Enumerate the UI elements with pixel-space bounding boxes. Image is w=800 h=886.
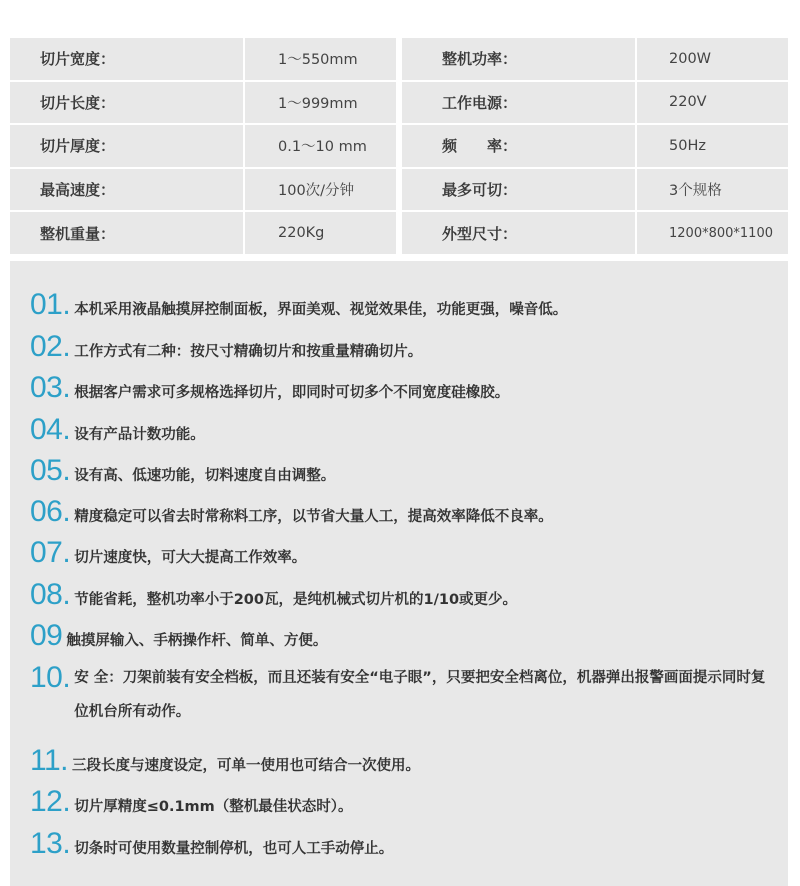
feature-item — [30, 827, 778, 864]
feature-number: 09 — [30, 619, 63, 652]
spec-label: 工作电源： — [402, 82, 635, 124]
feature-number: 11. — [30, 744, 68, 777]
spec-table-right — [402, 38, 788, 254]
feature-text: 工作方式有二种：按尺寸精确切片和按重量精确切片。 — [74, 344, 423, 360]
feature-number: 06. — [30, 495, 71, 528]
feature-text: 触摸屏输入、手柄操作杆、简单、方便。 — [66, 633, 328, 649]
spec-row — [10, 212, 396, 254]
spec-table-left — [10, 38, 396, 254]
feature-item — [30, 330, 778, 367]
spec-label: 切片长度： — [10, 82, 243, 124]
feature-item — [30, 785, 778, 822]
feature-item — [30, 578, 778, 615]
feature-list — [10, 261, 788, 886]
spec-value: 50Hz — [637, 125, 788, 167]
spec-row — [10, 82, 396, 124]
feature-number: 04. — [30, 413, 71, 446]
feature-text: 三段长度与速度设定，可单一使用也可结合一次使用。 — [71, 758, 420, 774]
spec-label: 整机重量： — [10, 212, 243, 254]
feature-item — [30, 454, 778, 491]
spec-label: 外型尺寸： — [402, 212, 635, 254]
feature-number: 13. — [30, 827, 71, 860]
spec-row — [402, 38, 788, 80]
spec-value: 220V — [637, 82, 788, 124]
feature-text: 设有高、低速功能，切料速度自由调整。 — [74, 468, 336, 484]
spec-label: 切片宽度： — [10, 38, 243, 80]
spec-row — [402, 125, 788, 167]
spec-value: 3个规格 — [637, 169, 788, 211]
feature-text: 设有产品计数功能。 — [74, 427, 205, 443]
feature-item — [30, 536, 778, 573]
feature-text: 节能省耗，整机功率小于200瓦，是纯机械式切片机的1/10或更少。 — [74, 592, 518, 608]
spec-label: 整机功率： — [402, 38, 635, 80]
feature-number: 05. — [30, 454, 71, 487]
feature-item — [30, 371, 778, 408]
spec-label: 频 率： — [402, 125, 635, 167]
feature-number: 12. — [30, 785, 71, 818]
spec-value: 200W — [637, 38, 788, 80]
feature-text: 精度稳定可以省去时常称料工序，以节省大量人工，提高效率降低不良率。 — [74, 509, 553, 525]
feature-item — [30, 744, 778, 781]
feature-number: 10. — [30, 661, 71, 694]
spec-label: 最高速度： — [10, 169, 243, 211]
spec-row — [10, 38, 396, 80]
feature-number: 02. — [30, 330, 71, 363]
feature-number: 03. — [30, 371, 71, 404]
feature-item — [30, 288, 778, 325]
feature-text: 安 全：刀架前装有安全档板，而且还装有安全“电子眼”，只要把安全档离位，机器弹出报警画面提示同时复位机台所有动作。 — [74, 670, 766, 720]
feature-item — [30, 495, 778, 532]
spec-value: 0.1～10 mm — [245, 125, 396, 167]
spec-label: 切片厚度： — [10, 125, 243, 167]
spec-label: 最多可切： — [402, 169, 635, 211]
feature-text: 根据客户需求可多规格选择切片，即同时可切多个不同宽度硅橡胶。 — [74, 385, 510, 401]
spec-value: 220Kg — [245, 212, 396, 254]
spec-value: 100次/分钟 — [245, 169, 396, 211]
spec-row — [10, 125, 396, 167]
feature-number: 07. — [30, 536, 71, 569]
spec-value: 1～999mm — [245, 82, 396, 124]
feature-number: 08. — [30, 578, 71, 611]
spec-value: 1200*800*1100 — [637, 212, 788, 254]
feature-text: 切片速度快，可大大提高工作效率。 — [74, 550, 307, 566]
feature-item — [30, 619, 778, 656]
feature-item — [30, 413, 778, 450]
feature-text: 本机采用液晶触摸屏控制面板，界面美观、视觉效果佳，功能更强，噪音低。 — [74, 302, 568, 318]
feature-text: 切片厚精度≤0.1mm（整机最佳状态时）。 — [74, 799, 353, 815]
spec-table — [10, 38, 788, 254]
spec-row — [402, 212, 788, 254]
spec-row — [402, 82, 788, 124]
feature-number: 01. — [30, 288, 71, 321]
spec-value: 1～550mm — [245, 38, 396, 80]
feature-text: 切条时可使用数量控制停机，也可人工手动停止。 — [74, 841, 394, 857]
spec-row — [10, 169, 396, 211]
spec-row — [402, 169, 788, 211]
feature-item — [30, 661, 778, 729]
